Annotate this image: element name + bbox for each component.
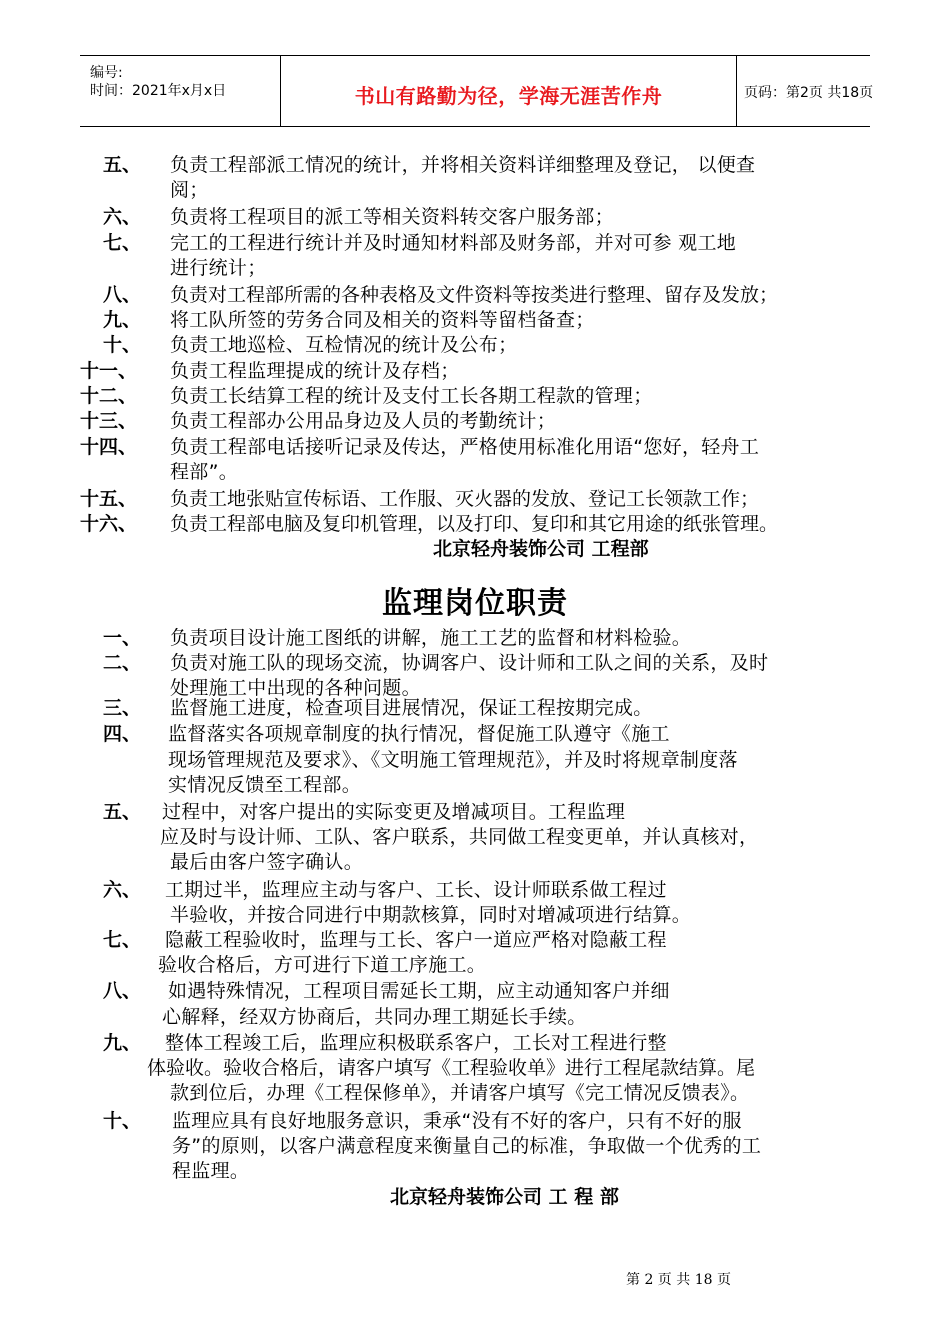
list-item-line: 如遇特殊情况，工程项目需延长工期，应主动通知客户并细 — [168, 980, 670, 1002]
list-item-line: 现场管理规范及要求》、《文明施工管理规范》，并及时将规章制度落 — [168, 749, 738, 771]
list-item-number: 十三、 — [80, 410, 138, 432]
list-item-number: 五、 — [103, 801, 142, 823]
list-item-number: 十一、 — [80, 360, 138, 382]
list-item-line: 应及时与设计师、工队、客户联系，共同做工程变更单，并认真核对， — [160, 826, 759, 848]
list-item-line: 监督落实各项规章制度的执行情况，督促施工队遵守《施工 — [168, 723, 670, 745]
list-item-line: 负责项目设计施工图纸的讲解，施工工艺的监督和材料检验。 — [170, 627, 692, 649]
list-item-number: 五、 — [103, 154, 142, 176]
list-item-number: 七、 — [103, 232, 142, 254]
list-item-line: 心解释，经双方协商后，共同办理工期延长手续。 — [162, 1006, 587, 1028]
list-item-line: 负责工程监理提成的统计及存档； — [170, 360, 460, 382]
list-item-line: 负责工程部派工情况的统计，并将相关资料详细整理及登记， 以便查 — [170, 154, 756, 176]
list-item-line: 隐蔽工程验收时，监理与工长、客户一道应严格对隐蔽工程 — [165, 929, 667, 951]
section-1-signature: 北京轻舟装饰公司 工程部 — [433, 538, 649, 560]
list-item-line: 完工的工程进行统计并及时通知材料部及财务部，并对可参 观工地 — [170, 232, 737, 254]
list-item-line: 工期过半，监理应主动与客户、工长、设计师联系做工程过 — [165, 879, 667, 901]
list-item-number: 九、 — [103, 309, 142, 331]
list-item-number: 十二、 — [80, 385, 138, 407]
list-item-line: 款到位后，办理《工程保修单》，并请客户填写《完工情况反馈表》。 — [170, 1082, 750, 1104]
list-item-number: 八、 — [103, 284, 142, 306]
list-item-line: 监理应具有良好地服务意识，秉承“没有不好的客户，只有不好的服 — [172, 1110, 742, 1132]
list-item-number: 四、 — [103, 723, 142, 745]
list-item-line: 负责将工程项目的派工等相关资料转交客户服务部； — [170, 206, 614, 228]
document-header — [80, 55, 874, 127]
list-item-number: 十六、 — [80, 513, 138, 535]
header-page-info: 页码：第2页 共18页 — [744, 85, 874, 101]
list-item-line: 最后由客户签字确认。 — [170, 851, 364, 873]
list-item-number: 六、 — [103, 206, 142, 228]
list-item-number: 十、 — [103, 1110, 142, 1132]
list-item-line: 程监理。 — [172, 1160, 250, 1182]
document-number-label: 编号: — [90, 65, 123, 81]
list-item-number: 十四、 — [80, 436, 138, 458]
list-item-line: 负责对工程部所需的各种表格及文件资料等按类进行整理、留存及发放； — [170, 284, 779, 306]
list-item-line: 务”的原则，以客户满意程度来衡量自己的标准，争取做一个优秀的工 — [172, 1135, 762, 1157]
list-item-number: 一、 — [103, 627, 142, 649]
section-2-signature: 北京轻舟装饰公司 工 程 部 — [390, 1186, 619, 1208]
section-2-title: 监理岗位职责 — [382, 586, 568, 621]
list-item-number: 二、 — [103, 652, 142, 674]
list-item-number: 九、 — [103, 1032, 142, 1054]
list-item-line: 负责工程部电话接听记录及传达，严格使用标准化用语“您好，轻舟工 — [170, 436, 760, 458]
list-item-number: 八、 — [103, 980, 142, 1002]
document-time-label: 时间：2021年x月x日 — [90, 83, 227, 99]
list-item-line: 实情况反馈至工程部。 — [168, 774, 362, 796]
list-item-line: 负责工长结算工程的统计及支付工长各期工程款的管理； — [170, 385, 653, 407]
header-motto-cell — [280, 56, 737, 126]
list-item-line: 负责工地张贴宣传标语、工作服、灭火器的发放、登记工长领款工作； — [170, 488, 760, 510]
list-item-line: 验收合格后，方可进行下道工序施工。 — [158, 954, 487, 976]
header-page-cell — [736, 56, 874, 126]
list-item-number: 七、 — [103, 929, 142, 951]
list-item-line: 阅； — [170, 179, 209, 201]
header-motto: 书山有路勤为径，学海无涯苦作舟 — [354, 84, 663, 108]
list-item-line: 半验收，并按合同进行中期款核算，同时对增减项进行结算。 — [170, 904, 692, 926]
list-item-line: 体验收。验收合格后，请客户填写《工程验收单》进行工程尾款结算。尾 — [147, 1057, 756, 1079]
list-item-line: 过程中，对客户提出的实际变更及增减项目。工程监理 — [162, 801, 626, 823]
list-item-line: 负责工地巡检、互检情况的统计及公布； — [170, 334, 518, 356]
list-item-line: 整体工程竣工后，监理应积极联系客户，工长对工程进行整 — [165, 1032, 667, 1054]
list-item-line: 负责工程部办公用品身边及人员的考勤统计； — [170, 410, 557, 432]
list-item-number: 六、 — [103, 879, 142, 901]
list-item-line: 负责工程部电脑及复印机管理，以及打印、复印和其它用途的纸张管理。 — [170, 513, 779, 535]
list-item-number: 三、 — [103, 697, 142, 719]
list-item-line: 将工队所签的劳务合同及相关的资料等留档备查； — [170, 309, 595, 331]
header-left-cell — [80, 56, 280, 126]
list-item-line: 进行统计； — [170, 257, 267, 279]
page-footer: 第 2 页 共 18 页 — [626, 1272, 731, 1288]
list-item-line: 处理施工中出现的各种问题。 — [170, 677, 421, 699]
list-item-line: 负责对施工队的现场交流，协调客户、设计师和工队之间的关系，及时 — [170, 652, 769, 674]
list-item-number: 十、 — [103, 334, 142, 356]
list-item-number: 十五、 — [80, 488, 138, 510]
list-item-line: 程部”。 — [170, 461, 239, 483]
list-item-line: 监督施工进度，检查项目进展情况，保证工程按期完成。 — [170, 697, 653, 719]
